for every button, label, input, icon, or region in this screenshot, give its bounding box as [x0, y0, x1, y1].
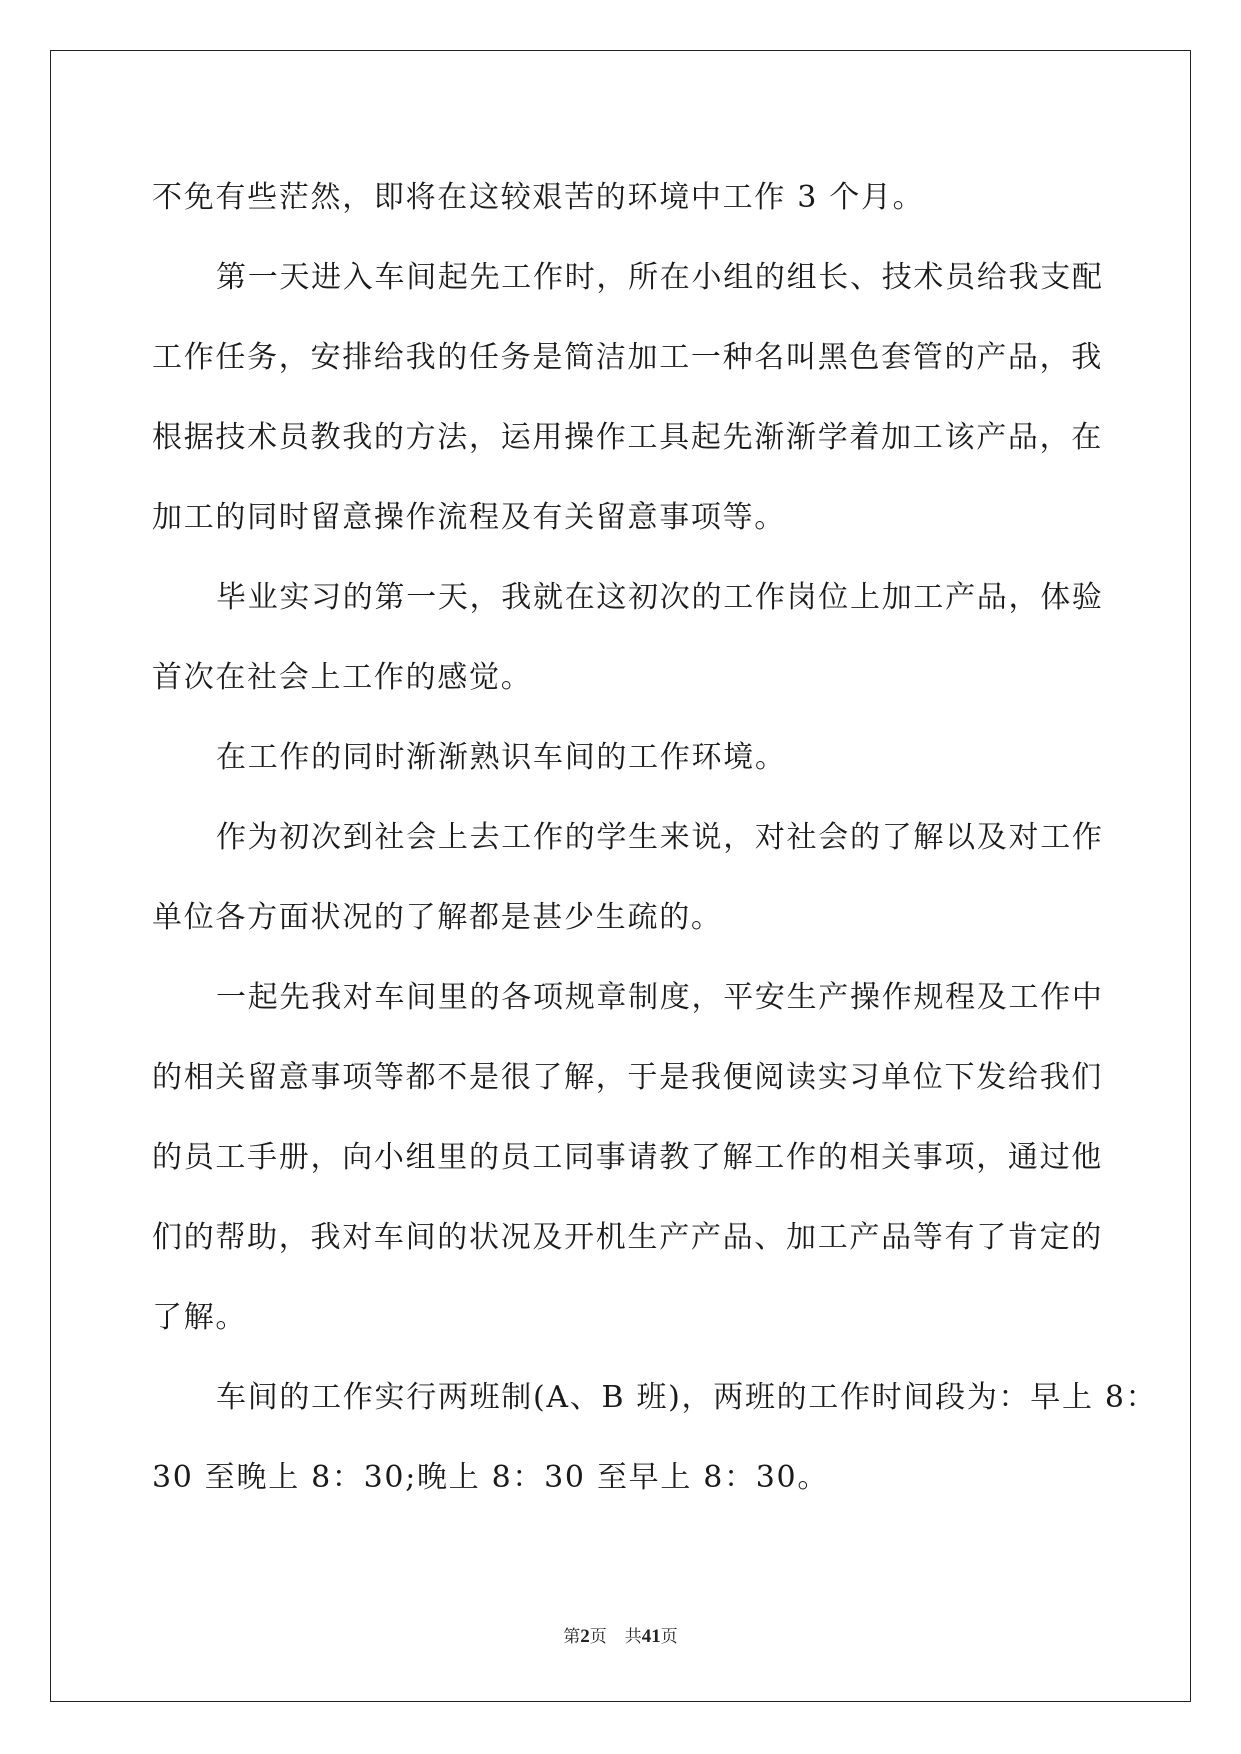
text-line: 一起先我对车间里的各项规章制度，平安生产操作规程及工作中 — [216, 980, 1104, 1015]
text-line: 加工的同时留意操作流程及有关留意事项等。 — [152, 500, 786, 535]
page-suffix: 页 — [589, 1627, 607, 1647]
text-line: 毕业实习的第一天，我就在这初次的工作岗位上加工产品，体验 — [216, 580, 1104, 615]
text-line: 工作任务，安排给我的任务是简洁加工一种名叫黑色套管的产品，我 — [152, 340, 1103, 375]
page-footer — [0, 1622, 1241, 1648]
page-number: 2 — [580, 1626, 590, 1647]
text-line: 车间的工作实行两班制(A、B 班)，两班的工作时间段为：早上 8： — [216, 1380, 1158, 1415]
text-line: 们的帮助，我对车间的状况及开机生产产品、加工产品等有了肯定的 — [152, 1220, 1103, 1255]
text-line: 单位各方面状况的了解都是甚少生疏的。 — [152, 900, 723, 935]
total-prefix: 共 — [624, 1627, 642, 1647]
text-line: 首次在社会上工作的感觉。 — [152, 660, 533, 695]
document-body — [152, 158, 1158, 1518]
total-pages: 41 — [641, 1626, 661, 1647]
text-line: 根据技术员教我的方法，运用操作工具起先渐渐学着加工该产品，在 — [152, 420, 1103, 455]
text-line: 不免有些茫然，即将在这较艰苦的环境中工作 3 个月。 — [152, 180, 925, 215]
text-line: 的相关留意事项等都不是很了解，于是我便阅读实习单位下发给我们 — [152, 1060, 1103, 1095]
text-line: 30 至晚上 8：30;晚上 8：30 至早上 8：30。 — [152, 1460, 830, 1495]
text-line: 第一天进入车间起先工作时，所在小组的组长、技术员给我支配 — [216, 260, 1104, 295]
page-prefix: 第 — [563, 1627, 581, 1647]
text-line: 在工作的同时渐渐熟识车间的工作环境。 — [216, 740, 787, 775]
text-line: 的员工手册，向小组里的员工同事请教了解工作的相关事项，通过他 — [152, 1140, 1103, 1175]
text-line: 了解。 — [152, 1300, 248, 1335]
total-suffix: 页 — [660, 1627, 678, 1647]
text-line: 作为初次到社会上去工作的学生来说，对社会的了解以及对工作 — [216, 820, 1104, 855]
